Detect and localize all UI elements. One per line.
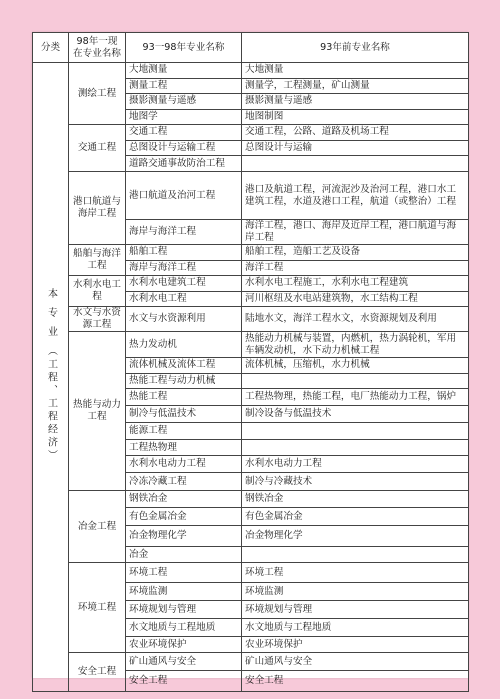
major-1993-1998-cell: 冶金 bbox=[126, 547, 242, 563]
major-1993-1998-cell: 工程热物理 bbox=[126, 440, 242, 456]
major-1993-1998-cell: 水利水电动力工程 bbox=[126, 456, 242, 473]
category-label: 本 专 业 （工程、工程经济） bbox=[45, 287, 57, 463]
major-correspondence-table bbox=[32, 32, 469, 692]
table-row bbox=[33, 563, 469, 583]
current-major-cell: 热能与动力工程 bbox=[69, 332, 126, 491]
major-1993-1998-cell: 环境工程 bbox=[126, 563, 242, 583]
table-row bbox=[33, 491, 469, 508]
document-page bbox=[32, 32, 468, 686]
major-pre-1993-cell: 水利水电动力工程 bbox=[242, 456, 469, 473]
major-1993-1998-cell: 海岸与海洋工程 bbox=[126, 260, 242, 276]
current-major-cell: 船舶与海洋工程 bbox=[69, 245, 126, 276]
major-pre-1993-cell: 钢铁冶金 bbox=[242, 491, 469, 508]
major-1993-1998-cell: 环境监测 bbox=[126, 583, 242, 601]
major-pre-1993-cell: 环境规划与管理 bbox=[242, 601, 469, 619]
current-major-cell: 港口航道与海岸工程 bbox=[69, 172, 126, 245]
header-category: 分类 bbox=[33, 33, 69, 63]
header-current-major: 98年一现在专业名称 bbox=[69, 33, 126, 63]
current-major-cell: 水文与水资源工程 bbox=[69, 307, 126, 332]
major-1993-1998-cell: 水利水电工程 bbox=[126, 291, 242, 307]
table-row bbox=[33, 276, 469, 292]
major-1993-1998-cell: 水文地质与工程地质 bbox=[126, 619, 242, 637]
major-1993-1998-cell: 道路交通事故防治工程 bbox=[126, 156, 242, 172]
current-major-cell: 冶金工程 bbox=[69, 491, 126, 563]
major-pre-1993-cell: 陆地水文，海洋工程水文，水资源规划及利用 bbox=[242, 307, 469, 332]
major-pre-1993-cell bbox=[242, 156, 469, 172]
major-pre-1993-cell: 港口及航道工程，河流泥沙及治河工程，港口水工建筑工程，水道及港口工程，航道（或整治）工程 bbox=[242, 172, 469, 220]
table-row bbox=[33, 653, 469, 671]
major-1993-1998-cell: 制冷与低温技术 bbox=[126, 406, 242, 423]
table-row bbox=[33, 125, 469, 141]
major-pre-1993-cell: 制冷与冷藏技术 bbox=[242, 473, 469, 491]
major-1993-1998-cell: 测量工程 bbox=[126, 78, 242, 94]
major-1993-1998-cell: 流体机械及流体工程 bbox=[126, 358, 242, 374]
major-pre-1993-cell: 河川枢纽及水电站建筑物，水工结构工程 bbox=[242, 291, 469, 307]
major-1993-1998-cell: 环境规划与管理 bbox=[126, 601, 242, 619]
major-1993-1998-cell: 安全工程 bbox=[126, 671, 242, 692]
major-pre-1993-cell: 测量学，工程测量，矿山测量 bbox=[242, 78, 469, 94]
table-row bbox=[33, 332, 469, 358]
major-1993-1998-cell: 水文与水资源利用 bbox=[126, 307, 242, 332]
major-1993-1998-cell: 港口航道及治河工程 bbox=[126, 172, 242, 220]
major-pre-1993-cell bbox=[242, 373, 469, 389]
major-pre-1993-cell: 交通工程，公路、道路及机场工程 bbox=[242, 125, 469, 141]
major-1993-1998-cell: 地图学 bbox=[126, 109, 242, 125]
table-row bbox=[33, 307, 469, 332]
major-pre-1993-cell: 矿山通风与安全 bbox=[242, 653, 469, 671]
major-pre-1993-cell: 海洋工程，港口、海岸及近岸工程，港口航道与海岸工程 bbox=[242, 220, 469, 245]
category-cell bbox=[33, 63, 69, 692]
major-pre-1993-cell: 安全工程 bbox=[242, 671, 469, 692]
major-pre-1993-cell: 水利水电工程施工，水利水电工程建筑 bbox=[242, 276, 469, 292]
major-1993-1998-cell: 热能工程 bbox=[126, 389, 242, 406]
current-major-cell: 环境工程 bbox=[69, 563, 126, 653]
table-row bbox=[33, 245, 469, 261]
major-1993-1998-cell: 总图设计与运输工程 bbox=[126, 140, 242, 156]
major-1993-1998-cell: 交通工程 bbox=[126, 125, 242, 141]
major-pre-1993-cell: 制冷设备与低温技术 bbox=[242, 406, 469, 423]
major-1993-1998-cell: 农业环境保护 bbox=[126, 637, 242, 653]
major-pre-1993-cell: 热能动力机械与装置，内燃机，热力涡轮机，军用车辆发动机，水下动力机械工程 bbox=[242, 332, 469, 358]
header-pre-1993-major: 93年前专业名称 bbox=[242, 33, 469, 63]
major-1993-1998-cell: 大地测量 bbox=[126, 63, 242, 79]
major-1993-1998-cell: 热能工程与动力机械 bbox=[126, 373, 242, 389]
major-pre-1993-cell bbox=[242, 547, 469, 563]
major-1993-1998-cell: 船舶工程 bbox=[126, 245, 242, 261]
major-pre-1993-cell bbox=[242, 440, 469, 456]
major-pre-1993-cell: 水文地质与工程地质 bbox=[242, 619, 469, 637]
major-1993-1998-cell: 摄影测量与遥感 bbox=[126, 94, 242, 110]
header-1993-1998-major: 93一98年专业名称 bbox=[126, 33, 242, 63]
major-pre-1993-cell: 摄影测量与遥感 bbox=[242, 94, 469, 110]
current-major-cell: 交通工程 bbox=[69, 125, 126, 172]
major-1993-1998-cell: 能源工程 bbox=[126, 423, 242, 440]
major-1993-1998-cell: 矿山通风与安全 bbox=[126, 653, 242, 671]
major-pre-1993-cell bbox=[242, 423, 469, 440]
current-major-cell: 安全工程 bbox=[69, 653, 126, 692]
major-pre-1993-cell: 海洋工程 bbox=[242, 260, 469, 276]
major-1993-1998-cell: 水利水电建筑工程 bbox=[126, 276, 242, 292]
table-row bbox=[33, 172, 469, 220]
table-row bbox=[33, 63, 469, 79]
major-pre-1993-cell: 农业环境保护 bbox=[242, 637, 469, 653]
current-major-cell: 水利水电工程 bbox=[69, 276, 126, 307]
major-pre-1993-cell: 地图制图 bbox=[242, 109, 469, 125]
major-pre-1993-cell: 工程热物理，热能工程，电厂热能动力工程，锅炉 bbox=[242, 389, 469, 406]
major-1993-1998-cell: 冷冻冷藏工程 bbox=[126, 473, 242, 491]
major-1993-1998-cell: 热力发动机 bbox=[126, 332, 242, 358]
header-row bbox=[33, 33, 469, 63]
major-pre-1993-cell: 船舶工程，造船工艺及设备 bbox=[242, 245, 469, 261]
major-pre-1993-cell: 有色金属冶金 bbox=[242, 508, 469, 526]
major-1993-1998-cell: 海岸与海洋工程 bbox=[126, 220, 242, 245]
major-pre-1993-cell: 流体机械，压缩机，水力机械 bbox=[242, 358, 469, 374]
major-pre-1993-cell: 总图设计与运输 bbox=[242, 140, 469, 156]
major-pre-1993-cell: 环境工程 bbox=[242, 563, 469, 583]
major-1993-1998-cell: 有色金属冶金 bbox=[126, 508, 242, 526]
major-pre-1993-cell: 环境监测 bbox=[242, 583, 469, 601]
major-1993-1998-cell: 钢铁冶金 bbox=[126, 491, 242, 508]
major-pre-1993-cell: 大地测量 bbox=[242, 63, 469, 79]
major-1993-1998-cell: 冶金物理化学 bbox=[126, 526, 242, 547]
current-major-cell: 测绘工程 bbox=[69, 63, 126, 125]
major-pre-1993-cell: 冶金物理化学 bbox=[242, 526, 469, 547]
